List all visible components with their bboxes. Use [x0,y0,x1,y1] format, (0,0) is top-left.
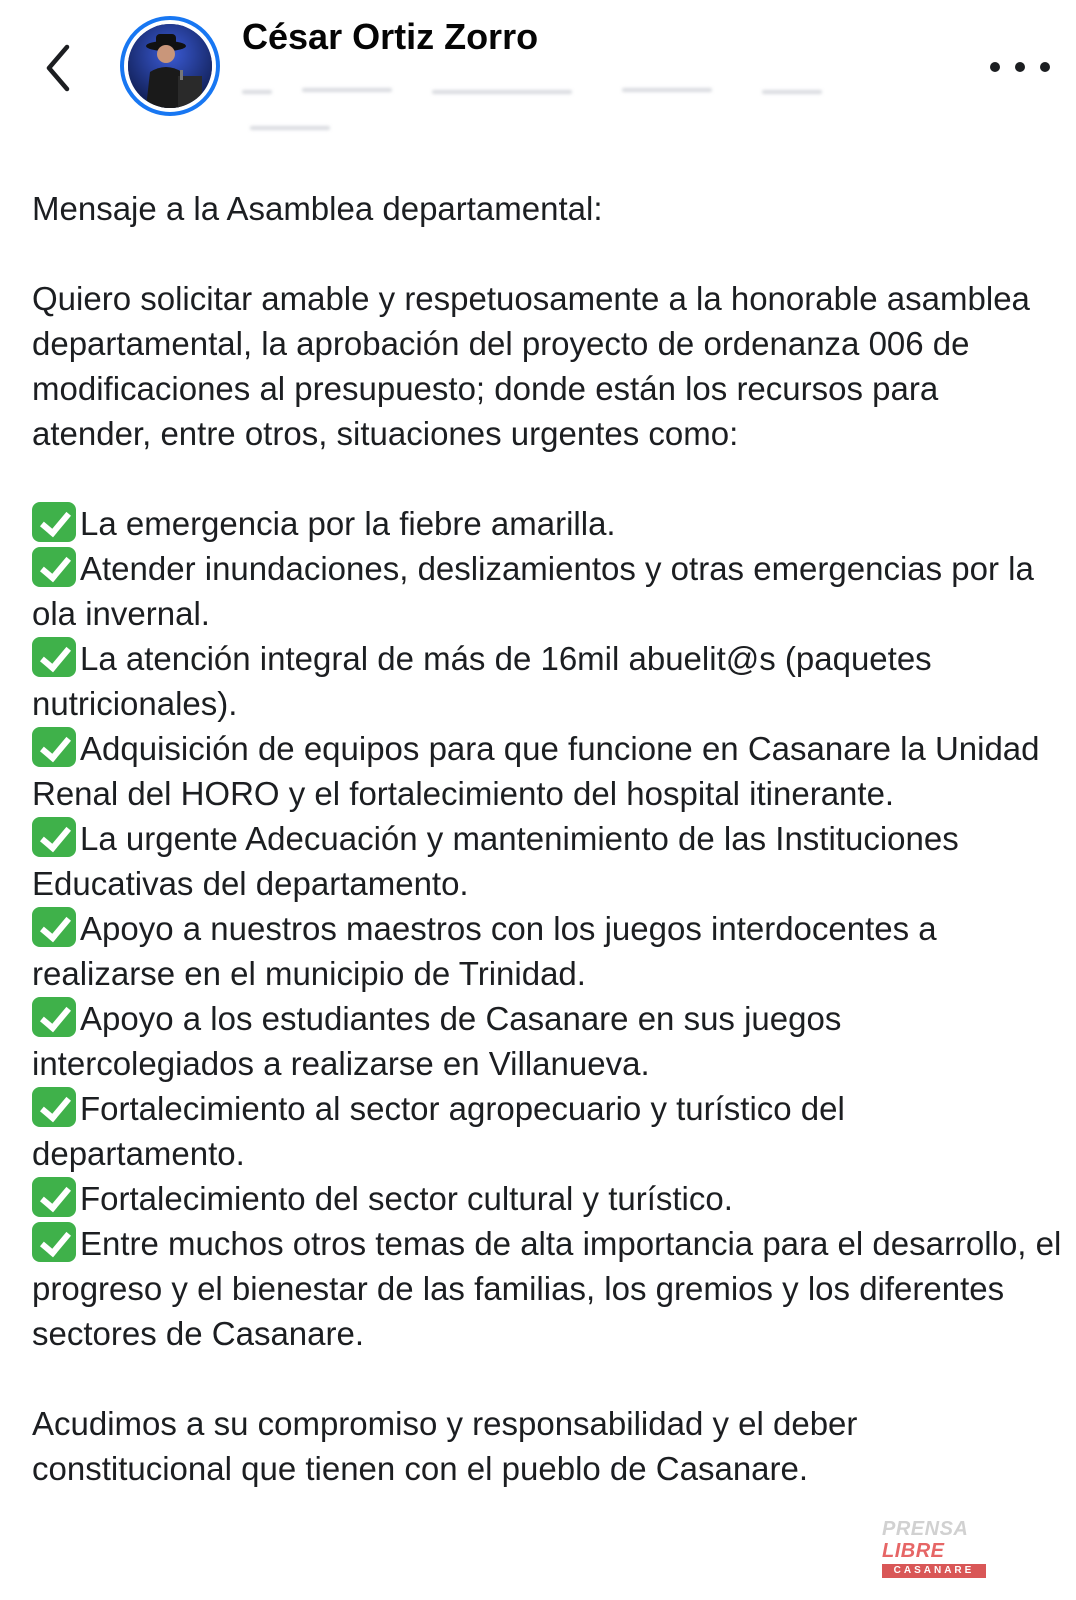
author-name[interactable]: César Ortiz Zorro [242,16,539,57]
post-header [0,0,1076,140]
chevron-left-icon [43,43,73,93]
check-mark-icon [32,502,76,542]
list-item: La emergencia por la fiebre amarilla. [32,501,1062,546]
check-mark-icon [32,547,76,587]
list-item: Apoyo a los estudiantes de Casanare en sus juegos intercolegiados a realizarse en Villanueva. [32,996,1062,1086]
post-list [32,501,1062,1356]
list-item: Adquisición de equipos para que funcione en Casanare la Unidad Renal del HORO y el fortalecimiento del hospital itinerante. [32,726,1062,816]
back-button[interactable] [36,38,80,98]
watermark-logo: PRENSA LIBRE CASANARE [882,1518,1002,1558]
check-mark-icon [32,907,76,947]
profile-photo [128,24,212,108]
check-mark-icon [32,637,76,677]
more-options-button[interactable] [990,50,1050,84]
check-mark-icon [32,1222,76,1262]
check-mark-icon [32,817,76,857]
list-item: Apoyo a nuestros maestros con los juegos interdocentes a realizarse en el municipio de Trinidad. [32,906,1062,996]
more-horizontal-icon [990,62,1000,72]
post-intro: Quiero solicitar amable y respetuosamente a la honorable asamblea departamental, la aprobación del proyecto de ordenanza 006 de modificaciones al presupuesto; donde están los recursos para atender, entre otros, situaciones urgentes como: [32,280,1030,452]
list-item: La urgente Adecuación y mantenimiento de las Instituciones Educativas del departamento. [32,816,1062,906]
check-mark-icon [32,1177,76,1217]
list-item: Fortalecimiento del sector cultural y turístico. [32,1176,1062,1221]
list-item: Entre muchos otros temas de alta importancia para el desarrollo, el progreso y el bienestar de las familias, los gremios y los diferentes sectores de Casanare. [32,1221,1062,1356]
check-mark-icon [32,997,76,1037]
list-item: La atención integral de más de 16mil abuelit@s (paquetes nutricionales). [32,636,1062,726]
check-mark-icon [32,727,76,767]
list-item: Fortalecimiento al sector agropecuario y turístico del departamento. [32,1086,1062,1176]
post-closing: Acudimos a su compromiso y responsabilidad y el deber constitucional que tienen con el pueblo de Casanare. [32,1405,858,1487]
post-heading: Mensaje a la Asamblea departamental: [32,190,603,227]
avatar[interactable] [120,16,220,116]
post-meta-blurred [242,84,842,140]
list-item: Atender inundaciones, deslizamientos y otras emergencias por la ola invernal. [32,546,1062,636]
check-mark-icon [32,1087,76,1127]
post-body [32,186,1062,1491]
